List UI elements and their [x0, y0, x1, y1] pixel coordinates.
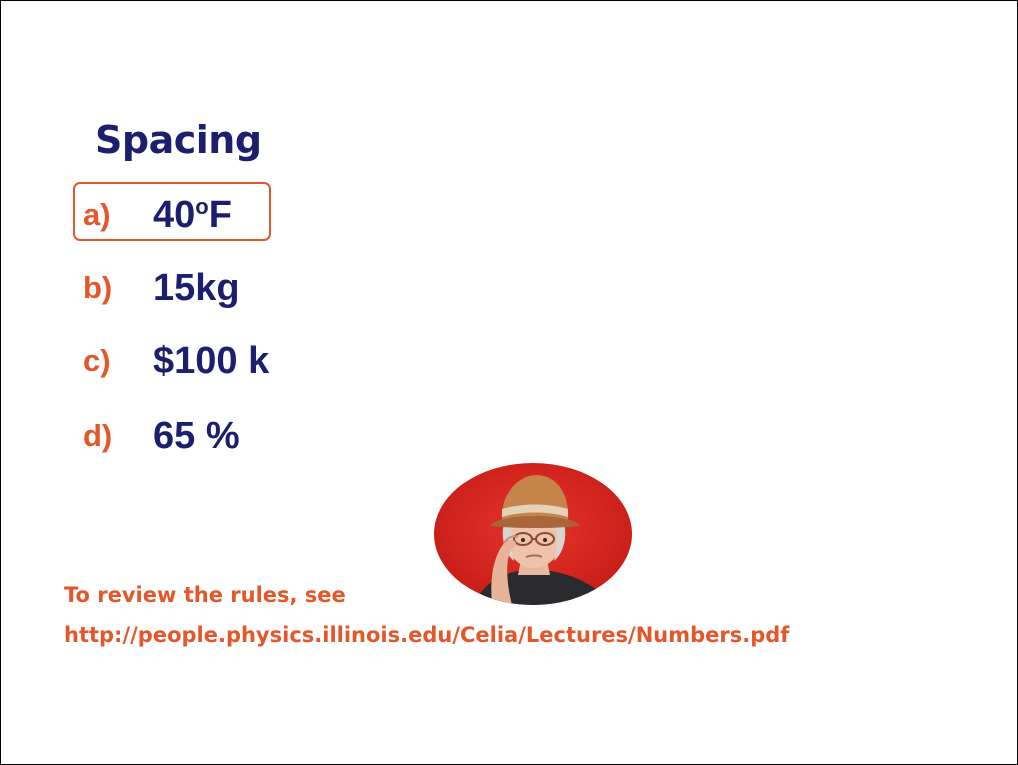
option-letter: d) — [83, 418, 113, 453]
option-number: 40 — [153, 193, 196, 236]
review-note-text: To review the rules, see — [64, 583, 346, 607]
review-link[interactable]: http://people.physics.illinois.edu/Celia/Lectures/Numbers.pdf — [64, 623, 790, 647]
option-value — [153, 194, 232, 237]
option-letter: a) — [83, 197, 111, 232]
degree-superscript: o — [195, 193, 209, 219]
option-b[interactable] — [73, 263, 240, 313]
option-d[interactable] — [73, 411, 240, 461]
option-unit: F — [208, 193, 232, 236]
review-note — [64, 575, 789, 655]
option-value: 15kg — [153, 266, 240, 309]
option-a[interactable] — [73, 190, 232, 240]
option-letter: c) — [83, 343, 111, 378]
slide-title: Spacing — [95, 118, 262, 162]
option-letter: b) — [83, 270, 113, 305]
option-c[interactable] — [73, 336, 269, 386]
option-value: 65 % — [153, 414, 240, 457]
option-value: $100 k — [153, 339, 270, 382]
